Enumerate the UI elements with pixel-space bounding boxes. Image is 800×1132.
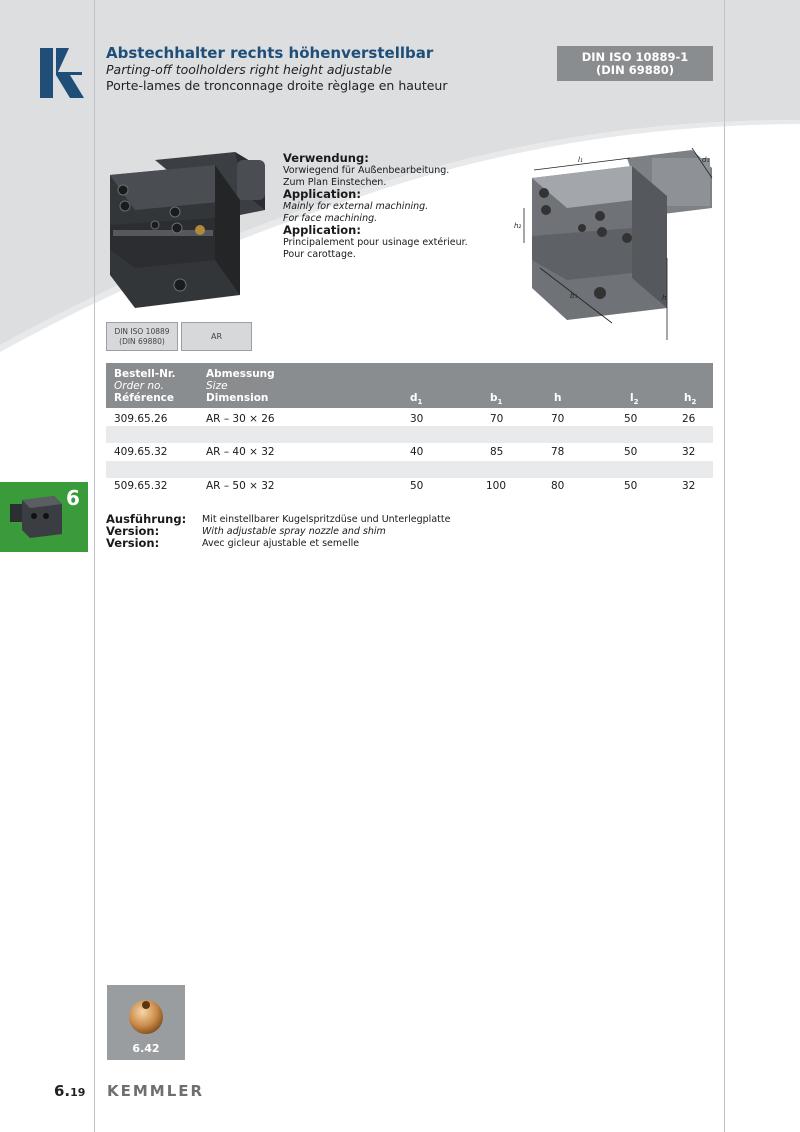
- header-size-column: [206, 368, 275, 404]
- value-h2: 26: [682, 413, 696, 425]
- usage-en-1: Mainly for external machining.: [283, 201, 429, 212]
- version-label-de: Ausführung:: [106, 512, 187, 526]
- table-header: [106, 363, 713, 408]
- usage-de-2: Zum Plan Einstechen.: [283, 176, 387, 188]
- table-row: [106, 477, 713, 495]
- header-size-de: Abmessung: [206, 368, 275, 380]
- chapter-tab[interactable]: [0, 482, 88, 552]
- header-order-column: [114, 368, 176, 404]
- order-no: 509.65.32: [114, 480, 168, 492]
- left-guide-line: [94, 0, 95, 1132]
- usage-en-2: For face machining.: [283, 212, 378, 224]
- svg-text:h₂: h₂: [514, 222, 522, 230]
- brand-name: KEMMLER: [107, 1082, 205, 1100]
- value-d1: 40: [410, 446, 424, 458]
- header-order-en: Order no.: [114, 380, 164, 392]
- value-l2: 50: [624, 413, 638, 425]
- version-value-de: Mit einstellbarer Kugelspritzdüse und Unterlegplatte: [202, 514, 451, 525]
- header-order-de: Bestell-Nr.: [114, 368, 176, 380]
- row-stripe: [106, 426, 713, 443]
- norm-badge-line-1: DIN ISO 10889: [114, 326, 170, 336]
- version-label-fr: Version:: [106, 536, 160, 550]
- header-l2: $l_2$: [630, 392, 639, 407]
- usage-heading-fr: Application:: [283, 223, 361, 237]
- title-english: Parting-off toolholders right height adjustable: [106, 62, 393, 77]
- value-l2: 50: [624, 446, 638, 458]
- kemmler-logo: [40, 48, 84, 98]
- svg-text:b₁: b₁: [570, 292, 578, 300]
- value-h2: 32: [682, 446, 696, 458]
- version-value-fr: Avec gicleur ajustable et semelle: [202, 538, 360, 549]
- title-block: [106, 44, 546, 94]
- value-b1: 85: [490, 446, 504, 458]
- title-german: Abstechhalter rechts höhenverstellbar: [106, 44, 434, 62]
- technical-drawing: [512, 148, 722, 348]
- usage-fr-2: Pour carottage.: [283, 248, 356, 260]
- norm-box: [557, 46, 713, 81]
- value-d1: 50: [410, 480, 424, 492]
- usage-de-1: Vorwiegend für Außenbearbeitung.: [283, 165, 450, 176]
- dimension: AR – 30 × 26: [206, 413, 275, 425]
- toolholder-photo: [105, 150, 275, 310]
- value-h2: 32: [682, 480, 696, 492]
- value-l2: 50: [624, 480, 638, 492]
- reference-label: 6.42: [132, 1042, 160, 1055]
- value-h: 70: [551, 413, 565, 425]
- header-d1: $d_1$: [410, 392, 423, 407]
- reference-box[interactable]: [107, 985, 185, 1060]
- right-guide-line: [724, 0, 725, 1132]
- svg-text:l₁: l₁: [578, 156, 583, 164]
- title-french: Porte-lames de tronconnage droite règlage en hauteur: [106, 78, 448, 93]
- norm-line-2: (DIN 69880): [596, 62, 674, 77]
- table-row: [106, 443, 713, 461]
- norm-badge-line-2: (DIN 69880): [119, 336, 165, 346]
- header-size-fr: Dimension: [206, 392, 269, 404]
- svg-text:d₁: d₁: [702, 156, 710, 164]
- header-order-fr: Référence: [114, 392, 175, 404]
- norm-badge: [106, 322, 178, 351]
- page-number: 6.19: [54, 1082, 86, 1100]
- header-b1: $b_1$: [490, 392, 503, 407]
- header-h2: $h_2$: [684, 392, 697, 407]
- chapter-number: 6: [66, 486, 80, 510]
- usage-heading-de: Verwendung:: [283, 151, 369, 165]
- svg-text:h: h: [662, 294, 667, 302]
- value-h: 78: [551, 446, 565, 458]
- order-no: 409.65.32: [114, 446, 168, 458]
- type-badge: AR: [181, 322, 252, 351]
- header-size-en: Size: [206, 380, 228, 392]
- row-stripe: [106, 461, 713, 478]
- value-b1: 100: [486, 480, 507, 492]
- version-value-en: With adjustable spray nozzle and shim: [202, 526, 386, 537]
- usage-block: [283, 152, 503, 260]
- dimension: AR – 40 × 32: [206, 446, 275, 458]
- value-h: 80: [551, 480, 565, 492]
- norm-line-1: DIN ISO 10889-1: [581, 49, 689, 64]
- value-b1: 70: [490, 413, 504, 425]
- header-h: h: [554, 392, 562, 404]
- value-d1: 30: [410, 413, 424, 425]
- usage-fr-1: Principalement pour usinage extérieur.: [283, 237, 468, 248]
- order-no: 309.65.26: [114, 413, 168, 425]
- toolholder-thumbnail-icon: [8, 494, 64, 540]
- dimension: AR – 50 × 32: [206, 480, 275, 492]
- spray-nozzle-ball-icon: [124, 993, 168, 1037]
- usage-heading-en: Application:: [283, 187, 361, 201]
- version-label-en: Version:: [106, 524, 160, 538]
